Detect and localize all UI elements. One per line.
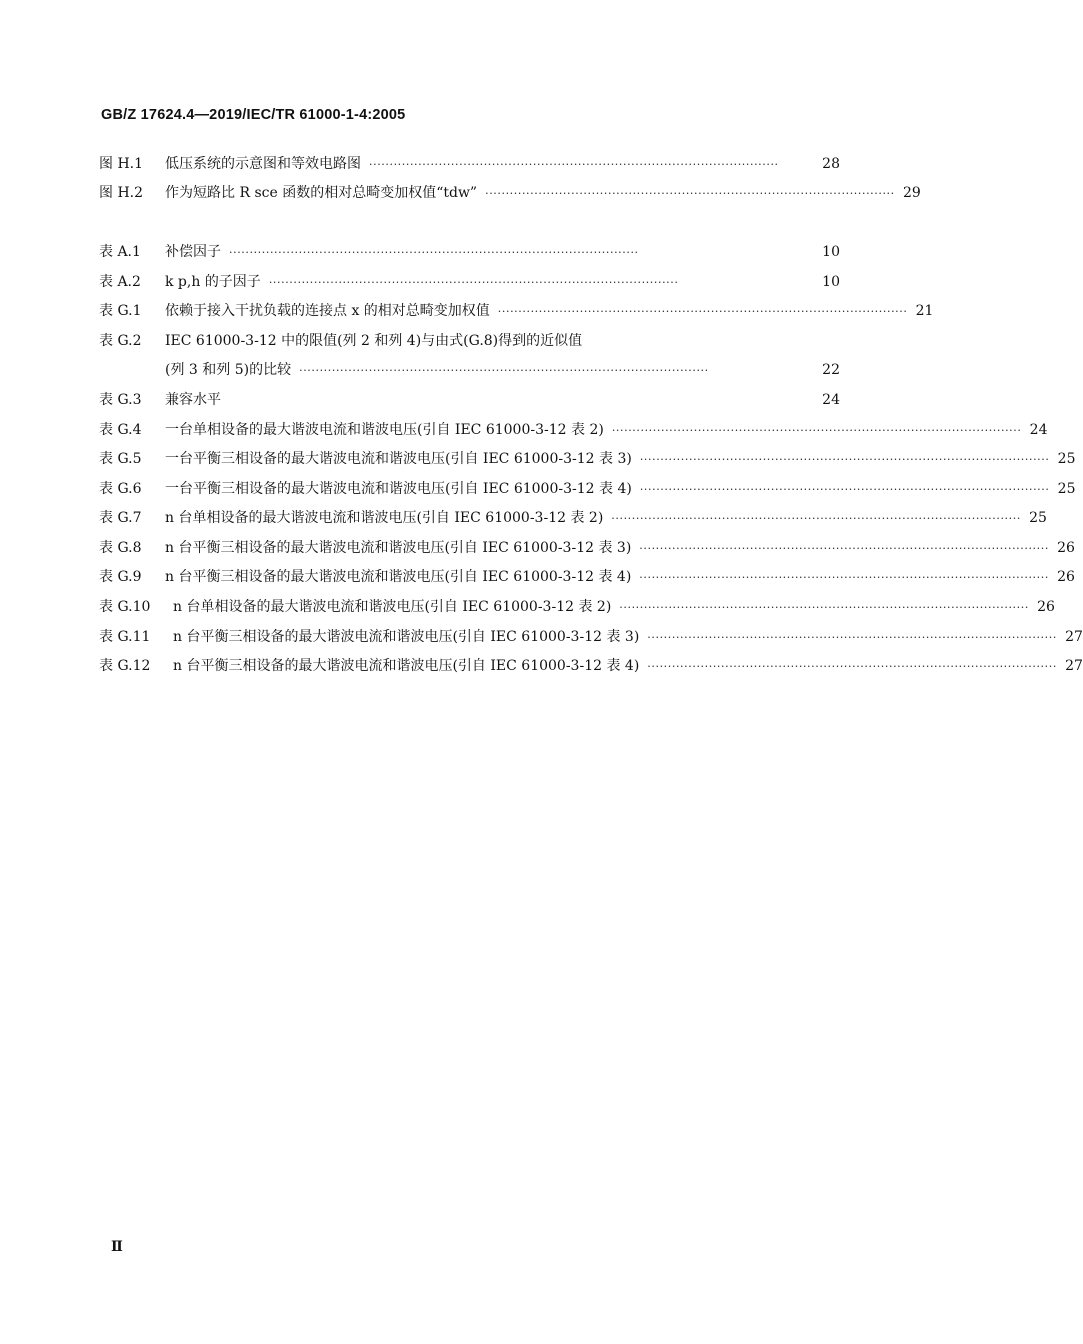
entry-title: IEC 61000-3-12 中的限值(列 2 和列 4)与由式(G.8)得到的近似值: [165, 333, 583, 349]
dot-leader: ····································································································: [647, 660, 1057, 673]
toc-entry-table-g4: [99, 418, 1048, 440]
dot-leader: ····································································································: [647, 631, 1057, 644]
entry-page: 25: [1029, 510, 1047, 526]
entry-title: n 台平衡三相设备的最大谐波电流和谐波电压(引自 IEC 61000-3-12 表 4): [165, 569, 632, 585]
entry-page: 24: [1029, 422, 1048, 438]
entry-page: 25: [1057, 481, 1076, 497]
dot-leader: ····································································································: [639, 571, 1049, 584]
entry-label: 表 G.1: [99, 303, 142, 319]
entry-label: 表 G.9: [99, 569, 142, 585]
entry-title: 作为短路比 R sce 函数的相对总畸变加权值“tdw”: [165, 185, 478, 201]
dot-leader: ····································································································: [639, 453, 1050, 466]
entry-label: 表 A.2: [99, 274, 141, 290]
page-number-footer: Ⅱ: [111, 1239, 123, 1255]
entry-label: 表 G.2: [99, 333, 142, 349]
entry-label: 图 H.1: [99, 156, 144, 172]
dot-leader: ····································································································: [497, 305, 908, 318]
entry-label: 表 G.10: [99, 599, 151, 615]
toc-entry-table-g8: [99, 536, 1075, 558]
entry-page: 10: [822, 244, 840, 260]
toc-entry-figure-h2: [99, 181, 921, 203]
entry-title: 兼容水平: [165, 392, 221, 408]
toc-entry-table-g10: [99, 595, 1055, 617]
entry-page: 26: [1057, 569, 1075, 585]
dot-leader: ····································································································: [268, 276, 679, 289]
entry-title: 低压系统的示意图和等效电路图: [165, 156, 361, 172]
entry-page: 27: [1065, 658, 1083, 674]
entry-title: k p,h 的子因子: [165, 274, 261, 290]
entry-title: 补偿因子: [165, 244, 221, 260]
dot-leader: ····································································································: [639, 483, 1050, 496]
entry-page: 26: [1057, 540, 1075, 556]
entry-title: n 台平衡三相设备的最大谐波电流和谐波电压(引自 IEC 61000-3-12 表 3): [173, 629, 640, 645]
entry-label: 表 G.8: [99, 540, 142, 556]
toc-entry-table-g3: [99, 388, 840, 410]
dot-leader: ····································································································: [639, 542, 1049, 555]
toc-entry-figure-h1: [99, 152, 840, 174]
toc-entry-table-g11: [99, 625, 1083, 647]
toc-entry-table-g2: [99, 329, 840, 351]
entry-page: 21: [915, 303, 934, 319]
entry-label: 表 A.1: [99, 244, 141, 260]
entry-title: n 台平衡三相设备的最大谐波电流和谐波电压(引自 IEC 61000-3-12 表 4): [173, 658, 640, 674]
toc-entry-table-a1: [99, 240, 840, 262]
entry-page: 22: [822, 362, 840, 378]
entry-title-continued: (列 3 和列 5)的比较: [165, 362, 292, 378]
entry-title: 一台平衡三相设备的最大谐波电流和谐波电压(引自 IEC 61000-3-12 表 4): [165, 481, 632, 497]
toc-entry-table-g2-continued: [99, 358, 840, 380]
entry-page: 29: [902, 185, 921, 201]
dot-leader: ····································································································: [299, 364, 709, 377]
document-id-header: GB/Z 17624.4—2019/IEC/TR 61000-1-4:2005: [101, 107, 406, 123]
entry-page: 10: [822, 274, 840, 290]
entry-label: 表 G.6: [99, 481, 142, 497]
toc-entry-table-g5: [99, 447, 1076, 469]
entry-title: n 台单相设备的最大谐波电流和谐波电压(引自 IEC 61000-3-12 表 2): [173, 599, 612, 615]
entry-page: 24: [822, 392, 840, 408]
dot-leader: ····································································································: [619, 601, 1029, 614]
entry-label: 表 G.3: [99, 392, 142, 408]
entry-label: 表 G.4: [99, 422, 142, 438]
entry-page: 26: [1037, 599, 1055, 615]
entry-label: 图 H.2: [99, 185, 144, 201]
entry-title: 依赖于接入干扰负载的连接点 x 的相对总畸变加权值: [165, 303, 490, 319]
toc-entry-table-g7: [99, 506, 1047, 528]
dot-leader: ····································································································: [229, 246, 639, 259]
toc-entry-table-g12: [99, 654, 1083, 676]
toc-entry-table-g9: [99, 565, 1075, 587]
entry-page: 27: [1065, 629, 1083, 645]
dot-leader: ····································································································: [611, 424, 1022, 437]
entry-title: n 台单相设备的最大谐波电流和谐波电压(引自 IEC 61000-3-12 表 2): [165, 510, 604, 526]
entry-label: 表 G.5: [99, 451, 142, 467]
toc-entry-table-g6: [99, 477, 1076, 499]
entry-title: n 台平衡三相设备的最大谐波电流和谐波电压(引自 IEC 61000-3-12 表 3): [165, 540, 632, 556]
dot-leader: ····································································································: [369, 158, 779, 171]
entry-page: 25: [1057, 451, 1076, 467]
entry-label: 表 G.11: [99, 629, 151, 645]
entry-title: 一台单相设备的最大谐波电流和谐波电压(引自 IEC 61000-3-12 表 2): [165, 422, 604, 438]
entry-label: 表 G.12: [99, 658, 151, 674]
toc-entry-table-g1: [99, 299, 934, 321]
entry-page: 28: [822, 156, 840, 172]
entry-title: 一台平衡三相设备的最大谐波电流和谐波电压(引自 IEC 61000-3-12 表 3): [165, 451, 632, 467]
toc-entry-table-a2: [99, 270, 840, 292]
dot-leader: ····································································································: [611, 512, 1021, 525]
entry-label: 表 G.7: [99, 510, 142, 526]
dot-leader: ····································································································: [485, 187, 895, 200]
